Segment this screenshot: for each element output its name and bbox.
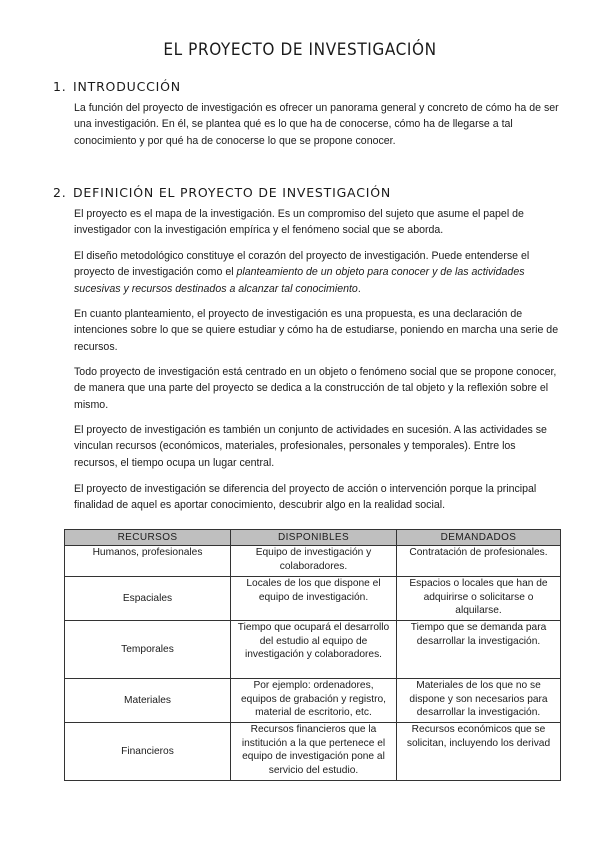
resource-demanded: Tiempo que se demanda para desarrollar la investigación.: [397, 621, 561, 679]
section-title: INTRODUCCIÓN: [73, 79, 181, 94]
resources-table: [64, 529, 561, 781]
paragraph-2-italic: planteamiento de un objeto para conocer y de las actividades sucesivas y recursos destinados a alcanzar tal conocimiento: [74, 266, 525, 295]
page-title: EL PROYECTO DE INVESTIGACIÓN: [163, 40, 437, 60]
section-heading-definicion: [53, 185, 391, 200]
resource-available: Por ejemplo: ordenadores, equipos de grabación y registro, material de escritorio, etc.: [231, 679, 397, 723]
table-header-row: [65, 530, 561, 546]
resource-demanded: Recursos económicos que se solicitan, incluyendo los derivad: [397, 723, 561, 781]
resource-available: Tiempo que ocupará el desarrollo del estudio al equipo de investigación y colaboradores.: [231, 621, 397, 679]
paragraph-4: Todo proyecto de investigación está centrado en un objeto o fenómeno social que se propone conocer, de manera que una parte del proyecto se dedica a la construcción de tal objeto y la reflexión sobre el mismo.: [74, 366, 557, 411]
table-row: [65, 723, 561, 781]
header-recursos: RECURSOS: [65, 530, 231, 546]
section-title: DEFINICIÓN EL PROYECTO DE INVESTIGACIÓN: [73, 185, 391, 200]
resource-category: Espaciales: [65, 577, 231, 621]
resource-available: Equipo de investigación y colaboradores.: [231, 546, 397, 577]
header-disponibles: DISPONIBLES: [231, 530, 397, 546]
section-number: 1.: [53, 79, 67, 94]
resource-demanded: Contratación de profesionales.: [397, 546, 561, 577]
table-row: [65, 546, 561, 577]
paragraph-2-text: El diseño metodológico constituye el corazón del proyecto de investigación. Puede entenderse el proyecto de investigación como el: [74, 250, 530, 279]
table-row: [65, 577, 561, 621]
resource-demanded: Materiales de los que no se dispone y son necesarios para desarrollar la investigación.: [397, 679, 561, 723]
section-heading-introduccion: [53, 79, 181, 94]
resource-demanded: Espacios o locales que han de adquirirse o solicitarse o alquilarse.: [397, 577, 561, 621]
resource-available: Locales de los que dispone el equipo de investigación.: [231, 577, 397, 621]
resource-available: Recursos financieros que la institución a la que pertenece el equipo de investigación pone al servicio del estudio.: [231, 723, 397, 781]
table-row: [65, 679, 561, 723]
table-row: [65, 621, 561, 679]
resource-category: Financieros: [65, 723, 231, 781]
header-demandados: DEMANDADOS: [397, 530, 561, 546]
paragraph-3: En cuanto planteamiento, el proyecto de investigación es una propuesta, es una declaración de intenciones sobre lo que se quiere estudiar y cómo ha de estudiarse, poniendo en marcha una serie de recursos.: [74, 308, 559, 353]
paragraph-2-end: .: [357, 282, 361, 295]
resource-category: Materiales: [65, 679, 231, 723]
paragraph-6: El proyecto de investigación se diferencia del proyecto de acción o intervención porque la principal finalidad de aquel es aportar conocimiento, descubrir algo en la realidad social.: [74, 483, 537, 512]
resource-category: Humanos, profesionales: [65, 546, 231, 577]
resource-category: Temporales: [65, 621, 231, 679]
paragraph-5: El proyecto de investigación es también un conjunto de actividades en sucesión. A las actividades se vinculan recursos (económicos, materiales, profesionales, personales y temporales). Entre los recursos, el tiempo ocupa un lugar central.: [74, 424, 547, 469]
section-number: 2.: [53, 185, 67, 200]
paragraph-intro: La función del proyecto de investigación es ofrecer un panorama general y concreto de cómo ha de ser una investigación. En él, se plantea qué es lo que ha de conocerse, cómo ha de llegarse a tal conocimiento y por qué ha de conocerse lo que se propone conocer.: [74, 102, 559, 147]
paragraph-2: [74, 248, 562, 297]
paragraph-1: El proyecto es el mapa de la investigación. Es un compromiso del sujeto que asume el papel de investigador con la investigación empírica y el fenómeno social que se aborda.: [74, 208, 524, 237]
